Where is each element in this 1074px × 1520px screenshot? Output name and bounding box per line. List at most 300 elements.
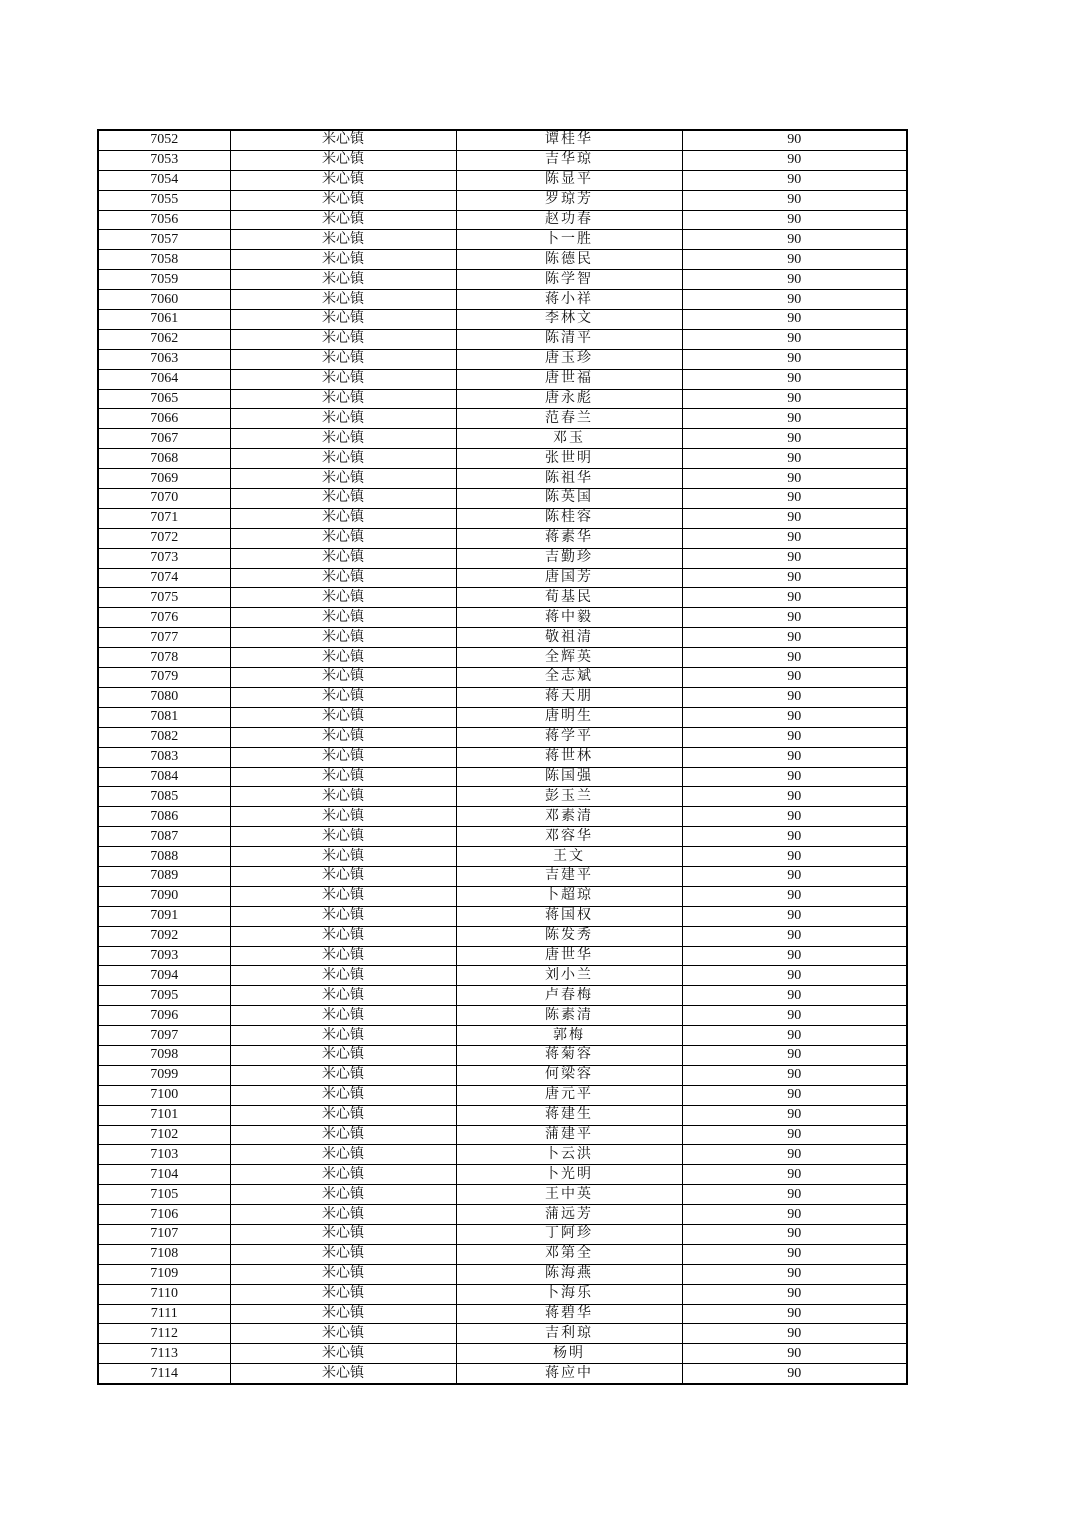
town-cell: 米心镇 — [230, 727, 456, 747]
table-row — [98, 290, 907, 310]
amount-cell: 90 — [682, 1304, 907, 1324]
amount-cell: 90 — [682, 847, 907, 867]
name-cell: 卜超琼 — [456, 886, 682, 906]
row-number-cell: 7064 — [98, 369, 230, 389]
row-number-cell: 7087 — [98, 827, 230, 847]
town-cell: 米心镇 — [230, 1244, 456, 1264]
name-cell: 彭玉兰 — [456, 787, 682, 807]
row-number-cell: 7092 — [98, 926, 230, 946]
town-cell: 米心镇 — [230, 190, 456, 210]
row-number-cell: 7093 — [98, 946, 230, 966]
row-number-cell: 7075 — [98, 588, 230, 608]
name-cell: 陈桂容 — [456, 508, 682, 528]
row-number-cell: 7060 — [98, 290, 230, 310]
row-number-cell: 7067 — [98, 429, 230, 449]
town-cell: 米心镇 — [230, 1125, 456, 1145]
name-cell: 何梁容 — [456, 1065, 682, 1085]
amount-cell: 90 — [682, 1264, 907, 1284]
amount-cell: 90 — [682, 946, 907, 966]
table-row — [98, 628, 907, 648]
row-number-cell: 7113 — [98, 1344, 230, 1364]
row-number-cell: 7101 — [98, 1105, 230, 1125]
table-row — [98, 508, 907, 528]
amount-cell: 90 — [682, 1006, 907, 1026]
amount-cell: 90 — [682, 1085, 907, 1105]
town-cell: 米心镇 — [230, 1045, 456, 1065]
amount-cell: 90 — [682, 747, 907, 767]
table-row — [98, 1006, 907, 1026]
name-cell: 郭梅 — [456, 1026, 682, 1046]
name-cell: 卜光明 — [456, 1165, 682, 1185]
name-cell: 邓容华 — [456, 827, 682, 847]
table-row — [98, 648, 907, 668]
town-cell: 米心镇 — [230, 290, 456, 310]
amount-cell: 90 — [682, 469, 907, 489]
row-number-cell: 7088 — [98, 847, 230, 867]
row-number-cell: 7080 — [98, 687, 230, 707]
table-row — [98, 787, 907, 807]
table-row — [98, 1244, 907, 1264]
town-cell: 米心镇 — [230, 449, 456, 469]
town-cell: 米心镇 — [230, 1026, 456, 1046]
table-row — [98, 1185, 907, 1205]
row-number-cell: 7052 — [98, 130, 230, 150]
name-cell: 唐世福 — [456, 369, 682, 389]
table-row — [98, 210, 907, 230]
amount-cell: 90 — [682, 608, 907, 628]
row-number-cell: 7059 — [98, 270, 230, 290]
row-number-cell: 7076 — [98, 608, 230, 628]
name-cell: 王中英 — [456, 1185, 682, 1205]
amount-cell: 90 — [682, 1026, 907, 1046]
name-cell: 蒋天朋 — [456, 687, 682, 707]
town-cell: 米心镇 — [230, 866, 456, 886]
row-number-cell: 7081 — [98, 707, 230, 727]
table-row — [98, 1284, 907, 1304]
town-cell: 米心镇 — [230, 687, 456, 707]
amount-cell: 90 — [682, 568, 907, 588]
name-cell: 唐国芳 — [456, 568, 682, 588]
town-cell: 米心镇 — [230, 588, 456, 608]
town-cell: 米心镇 — [230, 409, 456, 429]
table-row — [98, 1224, 907, 1244]
name-cell: 吉华琼 — [456, 150, 682, 170]
table-row — [98, 1264, 907, 1284]
row-number-cell: 7096 — [98, 1006, 230, 1026]
town-cell: 米心镇 — [230, 1065, 456, 1085]
town-cell: 米心镇 — [230, 1085, 456, 1105]
row-number-cell: 7066 — [98, 409, 230, 429]
name-cell: 吉利琼 — [456, 1324, 682, 1344]
amount-cell: 90 — [682, 628, 907, 648]
amount-cell: 90 — [682, 1045, 907, 1065]
amount-cell: 90 — [682, 170, 907, 190]
town-cell: 米心镇 — [230, 608, 456, 628]
table-row — [98, 329, 907, 349]
name-cell: 丁阿珍 — [456, 1224, 682, 1244]
town-cell: 米心镇 — [230, 847, 456, 867]
row-number-cell: 7114 — [98, 1364, 230, 1384]
row-number-cell: 7058 — [98, 250, 230, 270]
amount-cell: 90 — [682, 827, 907, 847]
table-row — [98, 568, 907, 588]
name-cell: 李林文 — [456, 310, 682, 330]
town-cell: 米心镇 — [230, 906, 456, 926]
table-row — [98, 966, 907, 986]
town-cell: 米心镇 — [230, 1344, 456, 1364]
row-number-cell: 7053 — [98, 150, 230, 170]
table-row — [98, 687, 907, 707]
amount-cell: 90 — [682, 906, 907, 926]
row-number-cell: 7082 — [98, 727, 230, 747]
row-number-cell: 7086 — [98, 807, 230, 827]
town-cell: 米心镇 — [230, 1185, 456, 1205]
row-number-cell: 7055 — [98, 190, 230, 210]
town-cell: 米心镇 — [230, 926, 456, 946]
row-number-cell: 7094 — [98, 966, 230, 986]
town-cell: 米心镇 — [230, 648, 456, 668]
name-cell: 蒲远芳 — [456, 1205, 682, 1225]
town-cell: 米心镇 — [230, 668, 456, 688]
table-row — [98, 1364, 907, 1384]
town-cell: 米心镇 — [230, 548, 456, 568]
amount-cell: 90 — [682, 349, 907, 369]
table-row — [98, 747, 907, 767]
amount-cell: 90 — [682, 270, 907, 290]
name-cell: 唐明生 — [456, 707, 682, 727]
name-cell: 卜海乐 — [456, 1284, 682, 1304]
name-cell: 杨明 — [456, 1344, 682, 1364]
name-cell: 邓素清 — [456, 807, 682, 827]
name-cell: 陈发秀 — [456, 926, 682, 946]
name-cell: 卢春梅 — [456, 986, 682, 1006]
name-cell: 唐元平 — [456, 1085, 682, 1105]
row-number-cell: 7099 — [98, 1065, 230, 1085]
amount-cell: 90 — [682, 369, 907, 389]
amount-cell: 90 — [682, 190, 907, 210]
town-cell: 米心镇 — [230, 170, 456, 190]
town-cell: 米心镇 — [230, 1145, 456, 1165]
name-cell: 罗琼芳 — [456, 190, 682, 210]
table-row — [98, 668, 907, 688]
table-row — [98, 1045, 907, 1065]
town-cell: 米心镇 — [230, 489, 456, 509]
row-number-cell: 7103 — [98, 1145, 230, 1165]
table-row — [98, 1205, 907, 1225]
name-cell: 蒋学平 — [456, 727, 682, 747]
table-row — [98, 548, 907, 568]
table-row — [98, 1304, 907, 1324]
amount-cell: 90 — [682, 230, 907, 250]
amount-cell: 90 — [682, 1205, 907, 1225]
amount-cell: 90 — [682, 648, 907, 668]
amount-cell: 90 — [682, 449, 907, 469]
name-cell: 蒋应中 — [456, 1364, 682, 1384]
town-cell: 米心镇 — [230, 150, 456, 170]
table-row — [98, 1105, 907, 1125]
name-cell: 蒲建平 — [456, 1125, 682, 1145]
name-cell: 唐永彪 — [456, 389, 682, 409]
row-number-cell: 7108 — [98, 1244, 230, 1264]
name-cell: 陈海燕 — [456, 1264, 682, 1284]
table-row — [98, 707, 907, 727]
amount-cell: 90 — [682, 150, 907, 170]
name-cell: 蒋碧华 — [456, 1304, 682, 1324]
town-cell: 米心镇 — [230, 1304, 456, 1324]
table-row — [98, 866, 907, 886]
table-row — [98, 1165, 907, 1185]
table-row — [98, 926, 907, 946]
amount-cell: 90 — [682, 409, 907, 429]
table-row — [98, 827, 907, 847]
row-number-cell: 7100 — [98, 1085, 230, 1105]
name-cell: 敬祖清 — [456, 628, 682, 648]
amount-cell: 90 — [682, 1244, 907, 1264]
town-cell: 米心镇 — [230, 329, 456, 349]
town-cell: 米心镇 — [230, 1006, 456, 1026]
row-number-cell: 7065 — [98, 389, 230, 409]
town-cell: 米心镇 — [230, 747, 456, 767]
table-row — [98, 807, 907, 827]
name-cell: 陈显平 — [456, 170, 682, 190]
row-number-cell: 7107 — [98, 1224, 230, 1244]
name-cell: 刘小兰 — [456, 966, 682, 986]
row-number-cell: 7089 — [98, 866, 230, 886]
name-cell: 陈清平 — [456, 329, 682, 349]
name-cell: 陈学智 — [456, 270, 682, 290]
town-cell: 米心镇 — [230, 966, 456, 986]
town-cell: 米心镇 — [230, 986, 456, 1006]
town-cell: 米心镇 — [230, 1264, 456, 1284]
row-number-cell: 7074 — [98, 568, 230, 588]
name-cell: 陈祖华 — [456, 469, 682, 489]
town-cell: 米心镇 — [230, 130, 456, 150]
row-number-cell: 7057 — [98, 230, 230, 250]
table-row — [98, 608, 907, 628]
amount-cell: 90 — [682, 668, 907, 688]
row-number-cell: 7073 — [98, 548, 230, 568]
table-row — [98, 250, 907, 270]
row-number-cell: 7062 — [98, 329, 230, 349]
row-number-cell: 7110 — [98, 1284, 230, 1304]
town-cell: 米心镇 — [230, 707, 456, 727]
amount-cell: 90 — [682, 1364, 907, 1384]
row-number-cell: 7106 — [98, 1205, 230, 1225]
table-row — [98, 429, 907, 449]
name-cell: 吉建平 — [456, 866, 682, 886]
amount-cell: 90 — [682, 389, 907, 409]
town-cell: 米心镇 — [230, 1324, 456, 1344]
table-row — [98, 588, 907, 608]
amount-cell: 90 — [682, 1344, 907, 1364]
town-cell: 米心镇 — [230, 886, 456, 906]
amount-cell: 90 — [682, 1065, 907, 1085]
table-row — [98, 1085, 907, 1105]
town-cell: 米心镇 — [230, 807, 456, 827]
row-number-cell: 7085 — [98, 787, 230, 807]
table-row — [98, 767, 907, 787]
town-cell: 米心镇 — [230, 1284, 456, 1304]
amount-cell: 90 — [682, 767, 907, 787]
table-row — [98, 170, 907, 190]
amount-cell: 90 — [682, 250, 907, 270]
row-number-cell: 7070 — [98, 489, 230, 509]
town-cell: 米心镇 — [230, 210, 456, 230]
row-number-cell: 7078 — [98, 648, 230, 668]
name-cell: 吉勤珍 — [456, 548, 682, 568]
name-cell: 卜云洪 — [456, 1145, 682, 1165]
amount-cell: 90 — [682, 1185, 907, 1205]
table-body — [98, 130, 907, 1384]
amount-cell: 90 — [682, 986, 907, 1006]
table-row — [98, 1324, 907, 1344]
name-cell: 蒋世林 — [456, 747, 682, 767]
amount-cell: 90 — [682, 489, 907, 509]
name-cell: 蒋素华 — [456, 528, 682, 548]
table-row — [98, 528, 907, 548]
row-number-cell: 7083 — [98, 747, 230, 767]
amount-cell: 90 — [682, 130, 907, 150]
town-cell: 米心镇 — [230, 270, 456, 290]
table-row — [98, 150, 907, 170]
name-cell: 邓第全 — [456, 1244, 682, 1264]
table-row — [98, 886, 907, 906]
town-cell: 米心镇 — [230, 230, 456, 250]
table-row — [98, 1145, 907, 1165]
name-cell: 范春兰 — [456, 409, 682, 429]
amount-cell: 90 — [682, 727, 907, 747]
name-cell: 陈英国 — [456, 489, 682, 509]
table-row — [98, 270, 907, 290]
table-row — [98, 1065, 907, 1085]
town-cell: 米心镇 — [230, 1224, 456, 1244]
name-cell: 荀基民 — [456, 588, 682, 608]
amount-cell: 90 — [682, 1165, 907, 1185]
name-cell: 张世明 — [456, 449, 682, 469]
name-cell: 陈国强 — [456, 767, 682, 787]
amount-cell: 90 — [682, 1105, 907, 1125]
name-cell: 唐世华 — [456, 946, 682, 966]
name-cell: 陈素清 — [456, 1006, 682, 1026]
amount-cell: 90 — [682, 787, 907, 807]
town-cell: 米心镇 — [230, 349, 456, 369]
name-cell: 蒋建生 — [456, 1105, 682, 1125]
table-row — [98, 230, 907, 250]
amount-cell: 90 — [682, 1324, 907, 1344]
table-row — [98, 130, 907, 150]
amount-cell: 90 — [682, 429, 907, 449]
name-cell: 蒋小祥 — [456, 290, 682, 310]
table-row — [98, 727, 907, 747]
amount-cell: 90 — [682, 866, 907, 886]
amount-cell: 90 — [682, 687, 907, 707]
amount-cell: 90 — [682, 1224, 907, 1244]
amount-cell: 90 — [682, 310, 907, 330]
row-number-cell: 7084 — [98, 767, 230, 787]
row-number-cell: 7079 — [98, 668, 230, 688]
town-cell: 米心镇 — [230, 946, 456, 966]
row-number-cell: 7069 — [98, 469, 230, 489]
name-cell: 王文 — [456, 847, 682, 867]
table-row — [98, 1344, 907, 1364]
amount-cell: 90 — [682, 1284, 907, 1304]
table-row — [98, 946, 907, 966]
town-cell: 米心镇 — [230, 787, 456, 807]
table-row — [98, 190, 907, 210]
amount-cell: 90 — [682, 1125, 907, 1145]
row-number-cell: 7072 — [98, 528, 230, 548]
town-cell: 米心镇 — [230, 310, 456, 330]
name-cell: 赵功春 — [456, 210, 682, 230]
row-number-cell: 7056 — [98, 210, 230, 230]
town-cell: 米心镇 — [230, 767, 456, 787]
town-cell: 米心镇 — [230, 528, 456, 548]
amount-cell: 90 — [682, 329, 907, 349]
name-cell: 蒋国权 — [456, 906, 682, 926]
amount-cell: 90 — [682, 588, 907, 608]
amount-cell: 90 — [682, 210, 907, 230]
town-cell: 米心镇 — [230, 1364, 456, 1384]
table-row — [98, 906, 907, 926]
name-cell: 全辉英 — [456, 648, 682, 668]
row-number-cell: 7061 — [98, 310, 230, 330]
town-cell: 米心镇 — [230, 389, 456, 409]
row-number-cell: 7063 — [98, 349, 230, 369]
amount-cell: 90 — [682, 508, 907, 528]
town-cell: 米心镇 — [230, 369, 456, 389]
town-cell: 米心镇 — [230, 250, 456, 270]
town-cell: 米心镇 — [230, 469, 456, 489]
amount-cell: 90 — [682, 1145, 907, 1165]
town-cell: 米心镇 — [230, 508, 456, 528]
amount-cell: 90 — [682, 926, 907, 946]
row-number-cell: 7091 — [98, 906, 230, 926]
town-cell: 米心镇 — [230, 1105, 456, 1125]
row-number-cell: 7090 — [98, 886, 230, 906]
table-row — [98, 389, 907, 409]
row-number-cell: 7104 — [98, 1165, 230, 1185]
town-cell: 米心镇 — [230, 827, 456, 847]
amount-cell: 90 — [682, 707, 907, 727]
row-number-cell: 7097 — [98, 1026, 230, 1046]
table-row — [98, 409, 907, 429]
table-row — [98, 847, 907, 867]
amount-cell: 90 — [682, 548, 907, 568]
table-row — [98, 489, 907, 509]
amount-cell: 90 — [682, 528, 907, 548]
table-row — [98, 469, 907, 489]
name-cell: 唐玉珍 — [456, 349, 682, 369]
table-row — [98, 449, 907, 469]
town-cell: 米心镇 — [230, 1165, 456, 1185]
row-number-cell: 7068 — [98, 449, 230, 469]
amount-cell: 90 — [682, 290, 907, 310]
town-cell: 米心镇 — [230, 429, 456, 449]
row-number-cell: 7102 — [98, 1125, 230, 1145]
name-cell: 谭桂华 — [456, 130, 682, 150]
row-number-cell: 7098 — [98, 1045, 230, 1065]
name-cell: 蒋中毅 — [456, 608, 682, 628]
town-cell: 米心镇 — [230, 1205, 456, 1225]
name-cell: 全志斌 — [456, 668, 682, 688]
town-cell: 米心镇 — [230, 628, 456, 648]
name-cell: 蒋菊容 — [456, 1045, 682, 1065]
name-cell: 陈德民 — [456, 250, 682, 270]
table-row — [98, 310, 907, 330]
row-number-cell: 7111 — [98, 1304, 230, 1324]
table-row — [98, 1125, 907, 1145]
name-cell: 邓玉 — [456, 429, 682, 449]
